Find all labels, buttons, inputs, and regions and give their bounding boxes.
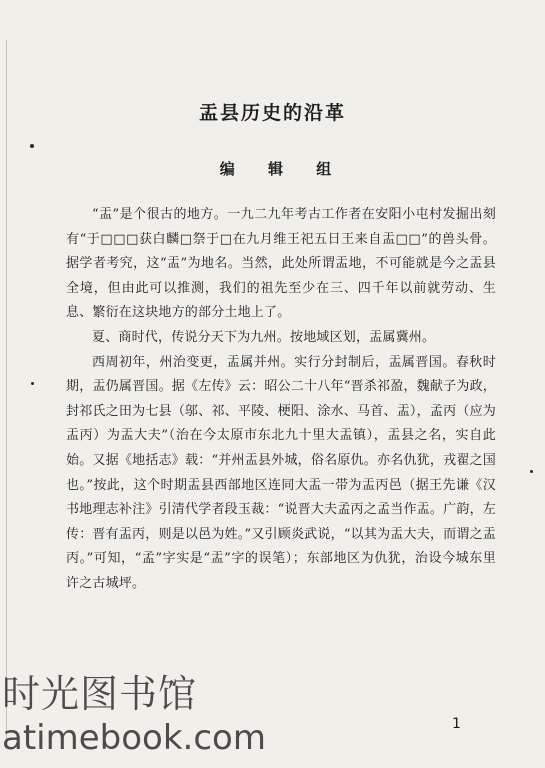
page-number: 1 [452,716,461,732]
scan-edge-line [6,40,7,740]
scan-speck [31,382,34,385]
author-line: 编 辑 组 [219,160,346,178]
scan-speck [30,144,34,148]
watermark-site-url: atimebook.com [2,718,266,758]
paragraph: “盂”是个很古的地方。一九二九年考古工作者在安阳小屯村发掘出刻有“于□□□获白麟□祭于□在九月维王祀五日王来自盂□□”的兽头骨。据学者考究，这“盂”为地名。当然，此处所谓盂地，不可能就是今之盂县全境，但由此可以推测，我们的祖先至少在三、四千年以前就劳动、生息、繁衍在这块地方的部分土地上了。 [66,207,496,321]
page-title: 盂县历史的沿革 [198,102,346,124]
paragraph: 夏、商时代，传说分天下为九州。按地域区划，盂属冀州。 [92,329,436,345]
paragraph: 西周初年，州治变更，盂属并州。实行分封制后，盂属晋国。春秋时期，盂仍属晋国。据《左传》云：昭公二十八年“晋杀祁盈，魏献子为政，封祁氏之田为七县（邬、祁、平陵、梗阳、涂水、马首、盂），孟丙（应为盂丙）为盂大夫”（治在今太原市东北九十里大盂镇），盂县之名，实自此始。又据《地括志》载：“并州盂县外城，俗名原仇。亦名仇犹，戎翟之国也。”按此，这个时期盂县西部地区连同大盂一带为盂丙邑（据王先谦《汉书地理志补注》引清代学者段玉裁：“说晋大夫孟丙之孟当作盂。广韵，左传：晋有盂丙，则是以邑为姓。”又引顾炎武说，“以其为盂大夫，而谓之盂丙。”可知，“孟”字实是“盂”字的误笔）；东部地区为仇犹，治设今城东里许之古城坪。 [66,354,496,591]
scan-speck [530,470,533,473]
document-body [66,203,496,597]
watermark-site-name: 时光图书馆 [2,672,198,716]
